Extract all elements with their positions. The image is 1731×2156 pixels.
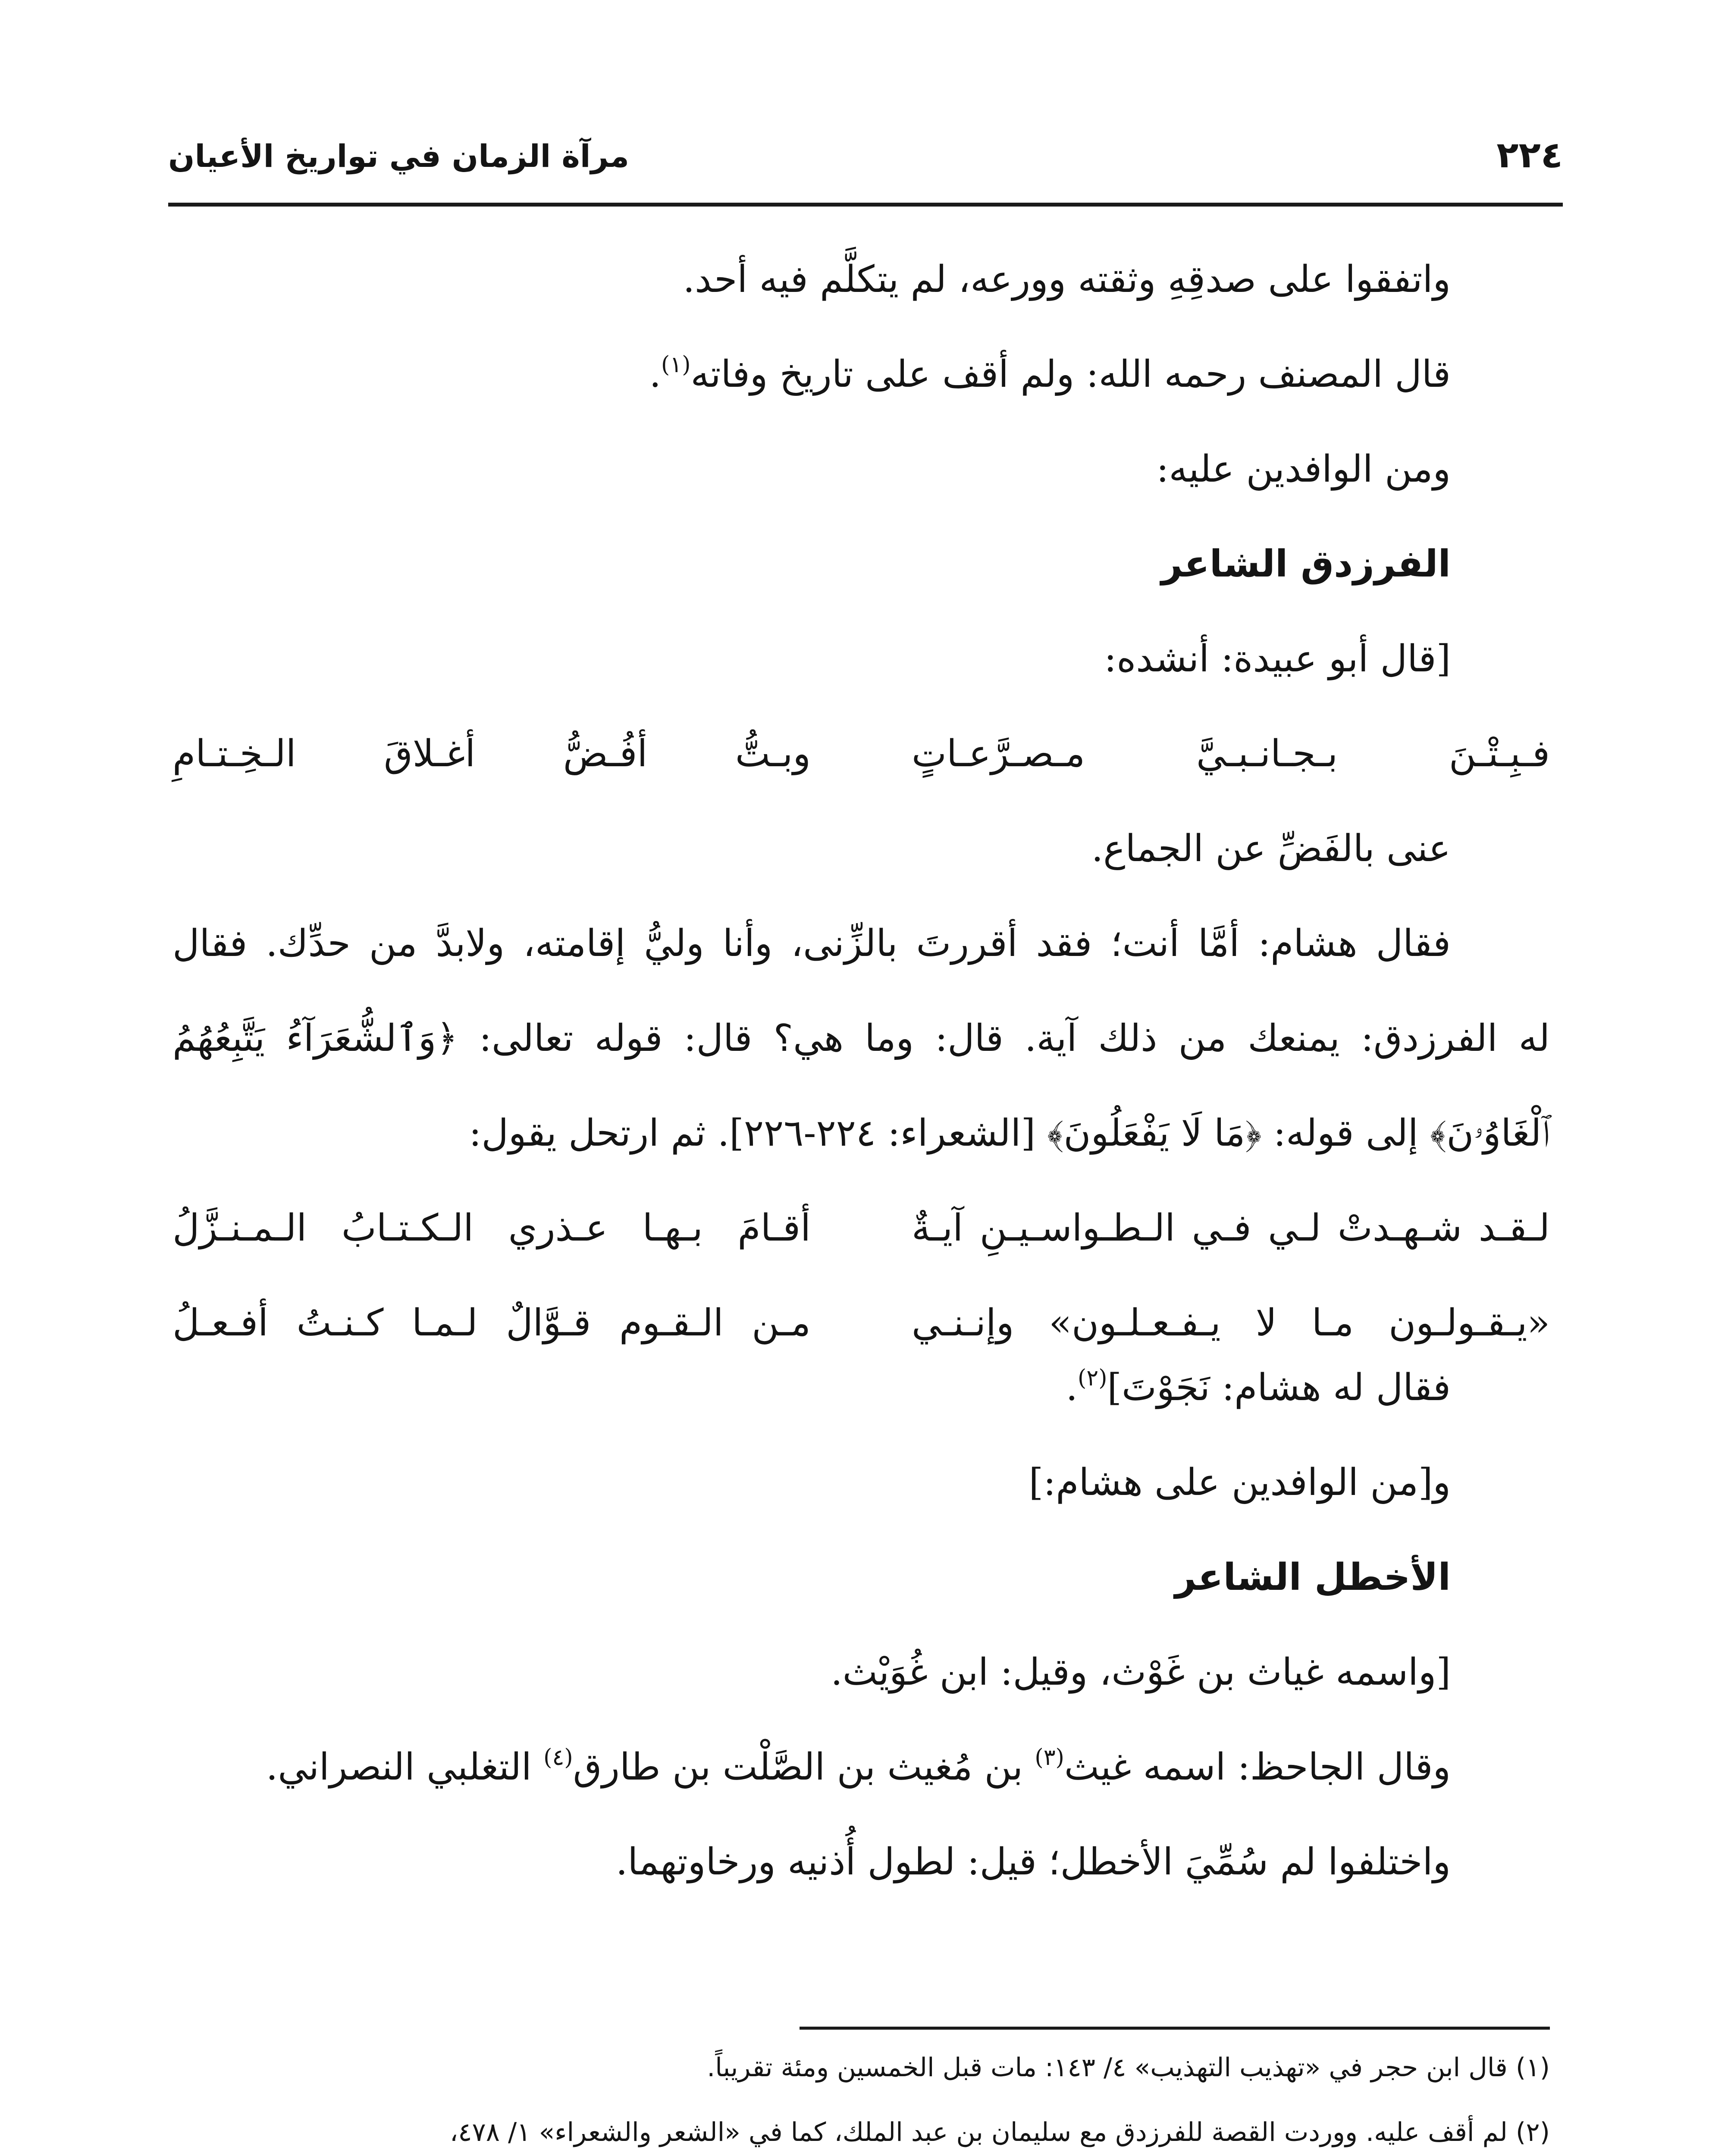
footnote <box>172 2053 1550 2117</box>
text: قال المصنف رحمه الله: ولم أقف على تاريخ وفاته <box>690 353 1451 396</box>
footnotes <box>172 2053 1550 2156</box>
footnote-marker: (٤) <box>543 1745 573 1771</box>
paragraph <box>172 354 1550 448</box>
text: [واسمه غياث بن غَوْث، وقيل: ابن غُوَيْث. <box>831 1651 1451 1694</box>
heading-text: الفرزدق الشاعر <box>1161 542 1451 586</box>
footnote-marker: (١) <box>661 352 691 378</box>
text: بن مُغيث بن الصَّلْت بن طارق <box>573 1745 1035 1789</box>
verse-hemistich-right: «يـقـولـون مـا لا يـفـعـلـون» وإنـنـي <box>912 1301 1550 1344</box>
text: عنى بالفَضِّ عن الجماع. <box>1091 827 1451 870</box>
footnote-marker: (٢) <box>1077 1365 1107 1391</box>
footnote-text: (٢) لم أقف عليه. ووردت القصة للفرزدق مع سليمان بن عبد الملك، كما في «الشعر والشعراء» ١/ ٤٧٨، <box>449 2117 1550 2147</box>
paragraph <box>172 448 1550 543</box>
paragraph-line <box>172 923 1550 1018</box>
verse-hemistich-left: مـن الـقـوم قـوَّالٌ لـمـا كـنـتُ أفـعـلُ <box>172 1301 811 1344</box>
text: وقال الجاحظ: اسمه غيث <box>1064 1745 1451 1789</box>
text: فقال هشام: أمَّا أنت؛ فقد أقررتَ بالزِّنى، وأنا وليُّ إقامته، ولابدَّ من حدِّك. فقال <box>172 922 1451 965</box>
footnote-marker: (٣) <box>1035 1745 1064 1771</box>
paragraph <box>172 1651 1550 1746</box>
footnote-rule <box>800 2027 1550 2030</box>
paragraph <box>172 1462 1550 1557</box>
paragraph <box>172 1367 1550 1462</box>
verse-hemistich-left: وبـتُّ أفُـضُّ أغـلاقَ الـخِـتـامِ <box>172 732 811 775</box>
text: التغلبي النصراني. <box>266 1745 544 1789</box>
paragraph-line <box>172 1018 1550 1112</box>
text: [قال أبو عبيدة: أنشده: <box>1104 637 1451 680</box>
text: و[من الوافدين على هشام:] <box>1029 1461 1451 1504</box>
paragraph <box>172 1746 1550 1841</box>
verse-hemistich-right: لـقـد شـهـدتْ لـي فـي الـطـواسـيـنِ آيـةٌ <box>912 1206 1550 1250</box>
text: ومن الوافدين عليه: <box>1156 448 1451 491</box>
verse-line <box>172 1302 1550 1367</box>
paragraph <box>172 638 1550 733</box>
heading-text: الأخطل الشاعر <box>1175 1556 1451 1599</box>
verse-hemistich-left: أقـامَ بـهـا عـذري الـكـتـابُ الـمـنـزَّلُ <box>172 1206 811 1250</box>
section-heading <box>172 543 1550 638</box>
text: فقال له هشام: نَجَوْتَ] <box>1107 1366 1451 1409</box>
verse-hemistich-right: فـبِـتْـنَ بـجـانـبـيَّ مـصـرَّعـاتٍ <box>912 732 1550 775</box>
text: واتفقوا على صدقِهِ وثقته وورعه، لم يتكلَّم فيه أحد. <box>683 258 1451 301</box>
verse-line <box>172 1207 1550 1302</box>
text: واختلفوا لم سُمِّيَ الأخطل؛ قيل: لطول أُذنيه ورخاوتهما. <box>615 1840 1451 1883</box>
paragraph <box>172 259 1550 354</box>
text: . <box>1066 1366 1078 1409</box>
page-number: ٢٢٤ <box>1496 134 1563 176</box>
main-text <box>172 259 1550 1936</box>
section-heading <box>172 1557 1550 1651</box>
paragraph <box>172 1841 1550 1936</box>
paragraph-line <box>172 1112 1550 1207</box>
paragraph <box>172 828 1550 923</box>
text: . <box>649 353 661 396</box>
text: ٱلْغَاوُۥنَ﴾ إلى قوله: ﴿مَا لَا يَفْعَلُونَ﴾ [الشعراء: ٢٢٤-٢٢٦]. ثم ارتحل يقول: <box>469 1112 1550 1155</box>
header-rule <box>168 203 1563 207</box>
verse-line <box>172 733 1550 828</box>
text: له الفرزدق: يمنعك من ذلك آية. قال: وما هي؟ قال: قوله تعالى: ﴿وَٱلشُّعَرَآءُ يَتَّبِعُهُمُ <box>172 1017 1550 1060</box>
footnote-text: (١) قال ابن حجر في «تهذيب التهذيب» ٤/ ١٤٣: مات قبل الخمسين ومئة تقريباً. <box>707 2053 1550 2083</box>
page-header <box>168 129 1563 190</box>
footnote <box>172 2117 1550 2156</box>
running-title: مرآة الزمان في تواريخ الأعيان <box>168 138 629 174</box>
